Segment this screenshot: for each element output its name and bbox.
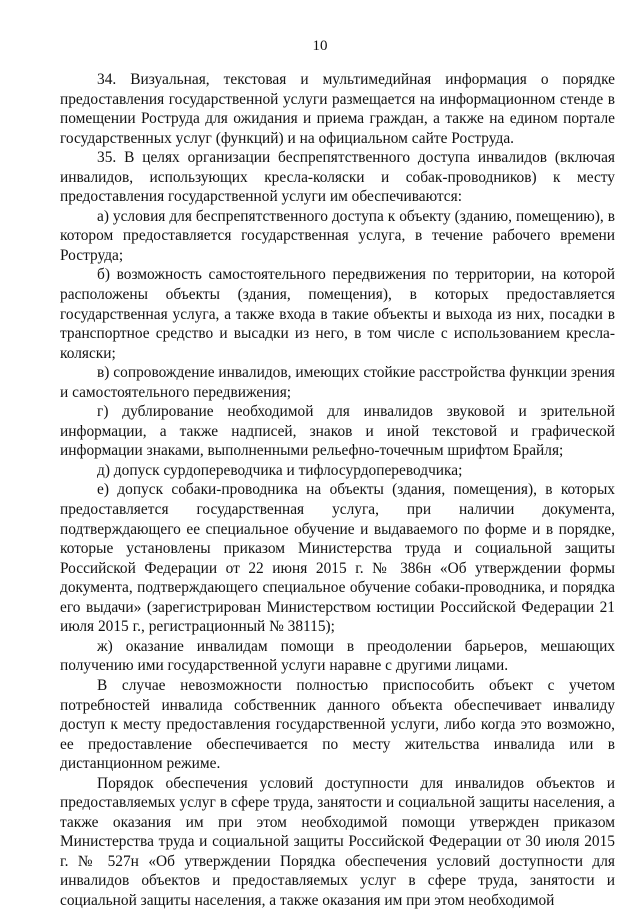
list-item-a: а) условия для беспрепятственного доступа к объекту (зданию, помещению), в котором предоставляется государственная услуга, в течение рабочего времени Роструда; bbox=[60, 207, 615, 264]
page-number: 10 bbox=[312, 38, 328, 54]
list-item-b: б) возможность самостоятельного передвижения по территории, на которой расположены объекты (здания, помещения), в которых предоставляется государственная услуга, а также входа в такие объекты и выхода из них, посадки в транспортное средство и высадки из него, в том числе с использованием кресла-коляски; bbox=[60, 266, 615, 362]
list-item-d: д) допуск сурдопереводчика и тифлосурдопереводчика; bbox=[97, 461, 463, 479]
list-item-zh: ж) оказание инвалидам помощи в преодолении барьеров, мешающих получению ими государственной услуги наравне с другими лицами. bbox=[60, 637, 615, 675]
paragraph-34: 34. Визуальная, текстовая и мультимедийная информация о порядке предоставления государственной услуги размещается на информационном стенде в помещении Роструда для ожидания и приема граждан, а также на едином портале государственных услуг (функций) и на официальном сайте Роструда. bbox=[60, 71, 615, 147]
paragraph-accessibility-procedure: Порядок обеспечения условий доступности для инвалидов объектов и предоставляемых услуг в сфере труда, занятости и социальной защиты населения, а также оказания им при этом необходимой помощи утвержден приказом Министерства труда и социальной защиты Российской Федерации от 30 июля 2015 г. № 527н «Об утверждении Порядка обеспечения условий доступности для инвалидов объектов и предоставляемых услуг в сфере труда, занятости и социальной защиты населения, а также оказания им при этом необходимой bbox=[60, 774, 615, 909]
document-body bbox=[60, 70, 615, 911]
paragraph-35: 35. В целях организации беспрепятственного доступа инвалидов (включая инвалидов, использующих кресла-коляски и собак-проводников) к месту предоставления государственной услуги им обеспечиваются: bbox=[60, 149, 615, 206]
list-item-e: е) допуск собаки-проводника на объекты (здания, помещения), в которых предоставляется государственная услуга, при наличии документа, подтверждающего ее специальное обучение и выдаваемого по форме и в порядке, которые установлены приказом Министерства труда и социальной защиты Российской Федерации от 22 июня 2015 г. № 386н «Об утверждении формы документа, подтверждающего специальное обучение собаки-проводника, и порядка его выдачи» (зарегистрирован Министерством юстиции Российской Федерации 21 июля 2015 г., регистрационный № 38115); bbox=[60, 481, 615, 636]
paragraph-impossibility-case: В случае невозможности полностью приспособить объект с учетом потребностей инвалида собственник данного объекта обеспечивает инвалиду доступ к месту предоставления государственной услуги, либо когда это возможно, ее предоставление обеспечивается по месту жительства инвалида или в дистанционном режиме. bbox=[60, 676, 615, 773]
list-item-g: г) дублирование необходимой для инвалидов звуковой и зрительной информации, а также надписей, знаков и иной текстовой и графической информации знаками, выполненными рельефно-точечным шрифтом Брайля; bbox=[60, 403, 615, 460]
list-item-v: в) сопровождение инвалидов, имеющих стойкие расстройства функции зрения и самостоятельного передвижения; bbox=[60, 364, 615, 401]
